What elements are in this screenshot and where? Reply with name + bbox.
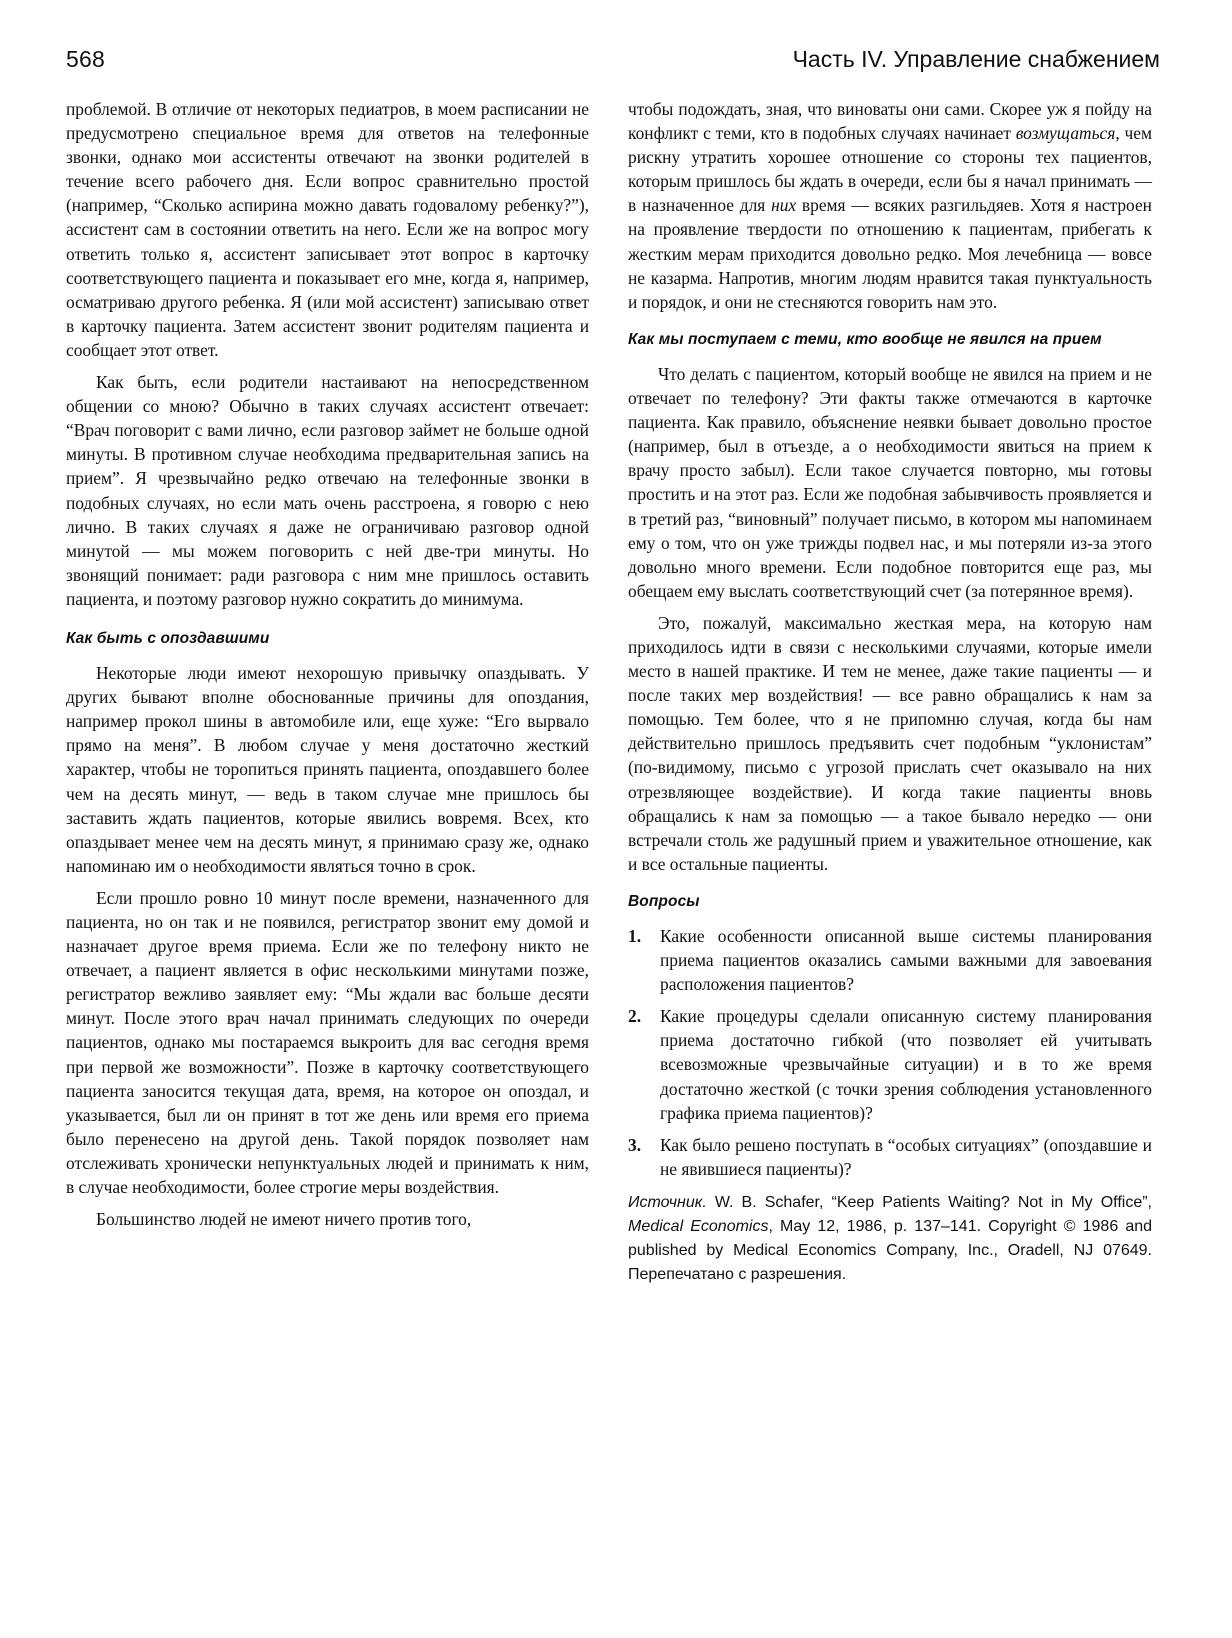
text-run: время — всяких разгильдяев. Хотя я настроен на проявление твердости по отношению к пациентам, прибегать к жестким мерам приходится довольно редко. Моя лечебница — вовсе не казарма. Напротив, многим людям нравится такая пунктуальность и порядок, и они не стесняются говорить нам это. (628, 195, 1152, 312)
source-citation (628, 1191, 1152, 1287)
questions-list (628, 924, 1152, 1181)
section-heading-latecomers: Как быть с опоздавшими (66, 629, 270, 647)
chapter-title: Часть IV. Управление снабжением (792, 46, 1160, 72)
emphasis: них (771, 195, 797, 216)
question-item (628, 1133, 1152, 1181)
question-number: 1. (628, 926, 642, 946)
text-run: , чем рискну утратить хорошее отношение со стороны тех пациентов, которым пришлось бы ждать в очереди, если бы я начал принимать — в назначенное для (628, 123, 1152, 216)
text-run: W. B. Schafer, “Keep Patients Waiting? Not in My Office”, (706, 1193, 1152, 1211)
paragraph: Большинство людей не имеют ничего против того, (96, 1209, 472, 1230)
paragraph: проблемой. В отличие от некоторых педиатров, в моем расписании не предусмотрено специальное время для ответов на телефонные звонки, однако мои ассистенты отвечают на звонки родителей в течение всего рабочего дня. Если вопрос сравнительно простой (например, “Сколько аспирина можно давать годовалому ребенку?”), ассистент сам в состоянии ответить на него. Если же на вопрос могу ответить только я, ассистент записывает этот вопрос в карточку соответствующего пациента и показывает его мне, когда я, например, осматриваю другого ребенка. Я (или мой ассистент) записываю ответ в карточку пациента. Затем ассистент звонит родителям пациента и сообщает этот ответ. (66, 99, 589, 360)
page-number: 568 (66, 46, 105, 72)
question-text: Какие особенности описанной выше системы планирования приема пациентов оказались самыми важными для завоевания расположения пациентов? (660, 926, 1152, 995)
paragraph: Как быть, если родители настаивают на непосредственном общении со мною? Обычно в таких случаях ассистент отвечает: “Врач поговорит с вами лично, если разговор займет не больше одной минуты. В противном случае необходима предварительная запись на прием”. Я чрезвычайно редко отвечаю на телефонные звонки в подобных случаях, но если мать очень расстроена, я говорю с нею лично. В таких случаях я даже не ограничиваю разговор одной минутой — мы можем поговорить с ней две-три минуты. Но звонящий понимает: ради разговора с ним мне пришлось оставить пациента, и поэтому разговор нужно сократить до минимума. (66, 372, 589, 609)
paragraph (628, 97, 1152, 314)
paragraph: Это, пожалуй, максимально жесткая мера, на которую нам приходилось идти в связи с несколькими случаями, которые имели место в нашей практике. И тем не менее, даже такие пациенты — и после таких мер воздействия! — все равно обращались к нам за помощью. Тем более, что я не припомню случая, когда бы нам действительно пришлось предъявить счет подобным “уклонистам” (по-видимому, письмо с угрозой прислать счет оказывало на них отрезвляющее воздействие). И когда такие пациенты вновь обращались к нам за помощью — а такое бывало нередко — они встречали столь же радушный прием и уважительное отношение, как и все остальные пациенты. (628, 612, 1152, 874)
question-item (628, 924, 1152, 996)
left-column (66, 97, 589, 1231)
text-run: , May 12, 1986, p. 137–141. Copyright © 1986 and published by Medical Economics Company, Inc., Oradell, NJ 07649. Перепечатано с разрешения. (628, 1217, 1153, 1283)
journal-name: Medical Economics (628, 1217, 769, 1235)
paragraph: Что делать с пациентом, который вообще не явился на прием и не отвечает по телефону? Эти факты также отмечаются в карточке пациента. Как правило, объяснение неявки бывает довольно простое (например, был в отъезде, а о необходимости явиться на прием к врачу просто забыл). Если такое случается повторно, мы готовы простить и на этот раз. Если же подобная забывчивость проявляется и в третий раз, “виновный” получает письмо, в котором мы напоминаем ему о том, что он уже трижды подвел нас, и мы потеряли из-за этого довольно много времени. Если подобное повторится еще раз, мы обещаем ему выслать соответствующий счет (за потерянное время). (628, 363, 1152, 601)
right-column (628, 97, 1152, 1287)
question-number: 3. (628, 1134, 642, 1155)
section-heading-questions: Вопросы (628, 892, 700, 910)
emphasis: возмущаться (1015, 123, 1116, 144)
question-number: 2. (628, 1006, 642, 1027)
question-text: Какие процедуры сделали описанную систему планирования приема достаточно гибкой (что позволяет ей учитывать всевозможные чрезвычайные ситуации) и в то же время достаточно жесткой (с точки зрения соблюдения установленного графика приема пациентов)? (660, 1006, 1152, 1123)
question-item (628, 1004, 1152, 1124)
text-run: чтобы подождать, зная, что виноваты они сами. Скорее уж я пойду на конфликт с теми, кто в подобных случаях начинает (628, 99, 1152, 144)
source-label: Источник. (628, 1193, 707, 1211)
paragraph: Если прошло ровно 10 минут после времени, назначенного для пациента, но он так и не появился, регистратор звонит ему домой и назначает другое время приема. Если же по телефону никто не отвечает, а пациент является в офис несколькими минутами позже, регистратор вежливо заявляет ему: “Мы ждали вас больше десяти минут. После этого врач начал принимать следующих по очереди пациентов, однако мы постараемся выкроить для вас сегодня время при первой же возможности”. Позже в карточку соответствующего пациента заносится текущая дата, время, на которое он опоздал, и указывается, был ли он принят в тот же день или время его приема было перенесено на другой день. Такой порядок позволяет нам отслеживать хронически непунктуальных людей и принимать к ним, в случае необходимости, более строгие меры воздействия. (66, 887, 589, 1198)
paragraph: Некоторые люди имеют нехорошую привычку опаздывать. У других бывают вполне обоснованные причины для опоздания, например прокол шины в автомобиле или, еще хуже: “Его вырвало прямо на меня”. В любом случае у меня достаточно жесткий характер, чтобы не торопиться принять пациента, опоздавшего более чем на десять минут, — ведь в таком случае мне пришлось бы заставить ждать пациентов, которые явились вовремя. Всех, кто опаздывает менее чем на десять минут, я принимаю сразу же, однако напоминаю им о необходимости являться точно в срок. (66, 663, 589, 876)
section-heading-no-shows: Как мы поступаем с теми, кто вообще не явился на прием (628, 330, 1102, 348)
question-text: Как было решено поступать в “особых ситуациях” (опоздавшие и не явившиеся пациенты)? (660, 1134, 1152, 1179)
